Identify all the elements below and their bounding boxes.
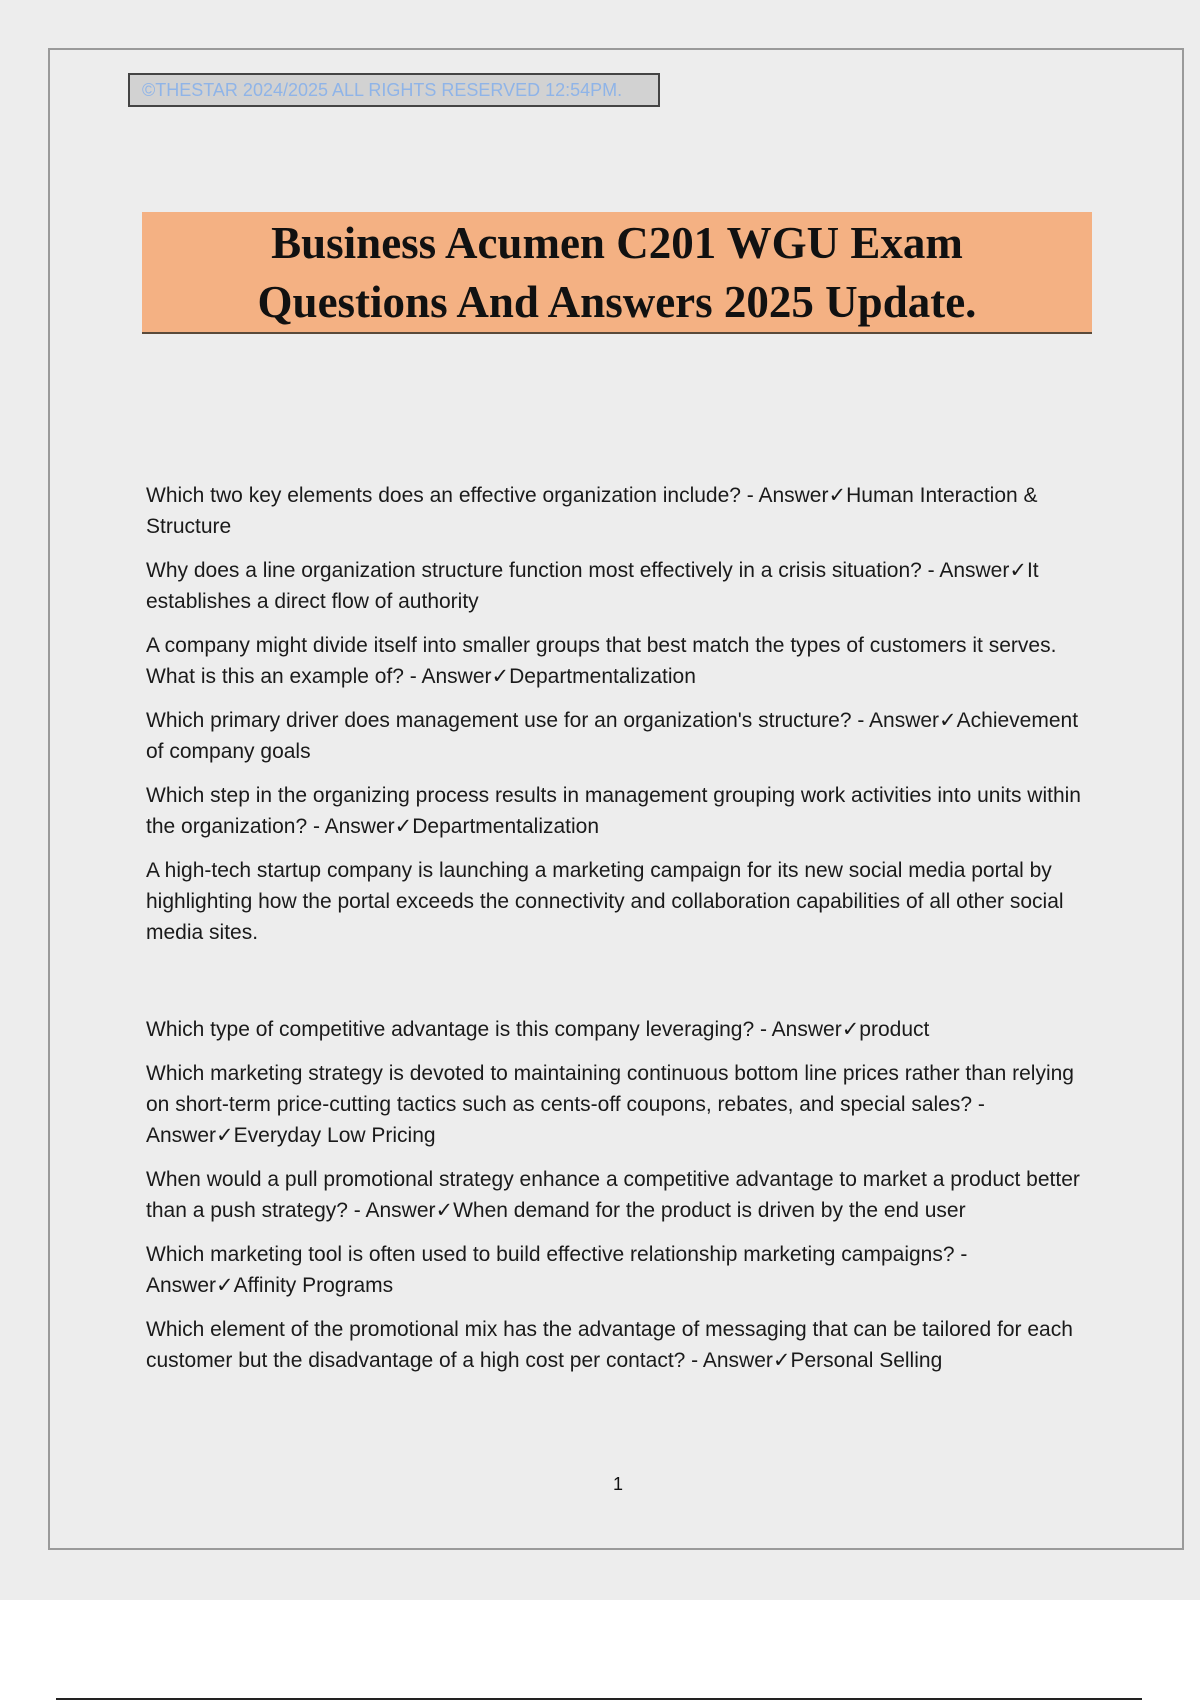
question-text: Which step in the organizing process results in management grouping work activities into units within the organization? - Answer	[146, 784, 1081, 838]
qa-item	[146, 555, 1096, 617]
copyright-watermark: ©THESTAR 2024/2025 ALL RIGHTS RESERVED 12:54PM.	[128, 73, 660, 107]
qa-item	[146, 1058, 1096, 1151]
qa-item	[146, 705, 1096, 767]
answer-text: It establishes a direct flow of authority	[146, 559, 1039, 613]
qa-item	[146, 1164, 1096, 1226]
checkmark-icon: ✓	[939, 709, 957, 732]
page-number: 1	[612, 1474, 623, 1494]
qa-item	[146, 780, 1096, 842]
qa-scenario	[146, 855, 1096, 948]
answer-text: Everyday Low Pricing	[233, 1124, 436, 1147]
question-text: When would a pull promotional strategy enhance a competitive advantage to market a product better than a push strategy? - Answer	[146, 1168, 1080, 1222]
title-line-2: Questions And Answers 2025 Update.	[257, 277, 977, 327]
answer-text: Departmentalization	[412, 815, 600, 838]
question-text: Which marketing tool is often used to build effective relationship marketing campaigns? - Answer	[146, 1243, 968, 1297]
answer-text: Departmentalization	[509, 665, 696, 688]
answer-text: When demand for the product is driven by the end user	[453, 1199, 966, 1222]
checkmark-icon: ✓	[491, 665, 510, 688]
answer-text: Affinity Programs	[233, 1274, 394, 1297]
checkmark-icon: ✓	[1009, 559, 1027, 582]
qa-list	[146, 480, 1096, 1389]
question-text: A company might divide itself into smaller groups that best match the types of customers it serves. What is this an example of? - Answer	[146, 634, 1057, 688]
checkmark-icon: ✓	[828, 484, 847, 507]
question-text: Which marketing strategy is devoted to maintaining continuous bottom line prices rather than relying on short-term price-cutting tactics such as cents-off coupons, rebates, and special sales? - Answer	[146, 1062, 1074, 1147]
answer-text: Human Interaction & Structure	[146, 484, 1038, 538]
qa-item	[146, 1314, 1096, 1376]
document-title	[142, 212, 1092, 334]
question-text: Which two key elements does an effective organization include? - Answer	[146, 484, 829, 507]
qa-item	[146, 480, 1096, 542]
question-text: Why does a line organization structure function most effectively in a crisis situation? - Answer	[146, 559, 1010, 582]
checkmark-icon: ✓	[216, 1124, 234, 1147]
checkmark-icon: ✓	[841, 1018, 860, 1041]
checkmark-icon: ✓	[394, 815, 413, 838]
qa-item	[146, 1014, 1096, 1045]
title-line-1: Business Acumen C201 WGU Exam	[271, 218, 963, 268]
answer-text: Achievement of company goals	[146, 709, 1079, 763]
checkmark-icon: ✓	[216, 1274, 234, 1297]
scenario-text: A high-tech startup company is launching a marketing campaign for its new social media portal by highlighting how the portal exceeds the connectivity and collaboration capabilities of all other social media sites.	[146, 859, 1064, 944]
question-text: Which type of competitive advantage is this company leveraging? - Answer	[146, 1018, 842, 1041]
qa-item	[146, 1239, 1096, 1301]
checkmark-icon: ✓	[435, 1199, 454, 1222]
question-text: Which primary driver does management use for an organization's structure? - Answer	[146, 709, 940, 732]
answer-text: Personal Selling	[790, 1349, 943, 1372]
question-text: Which element of the promotional mix has the advantage of messaging that can be tailored for each customer but the disadvantage of a high cost per contact? - Answer	[146, 1318, 1073, 1372]
answer-text: product	[859, 1018, 930, 1041]
qa-item	[146, 630, 1096, 692]
checkmark-icon: ✓	[772, 1349, 791, 1372]
